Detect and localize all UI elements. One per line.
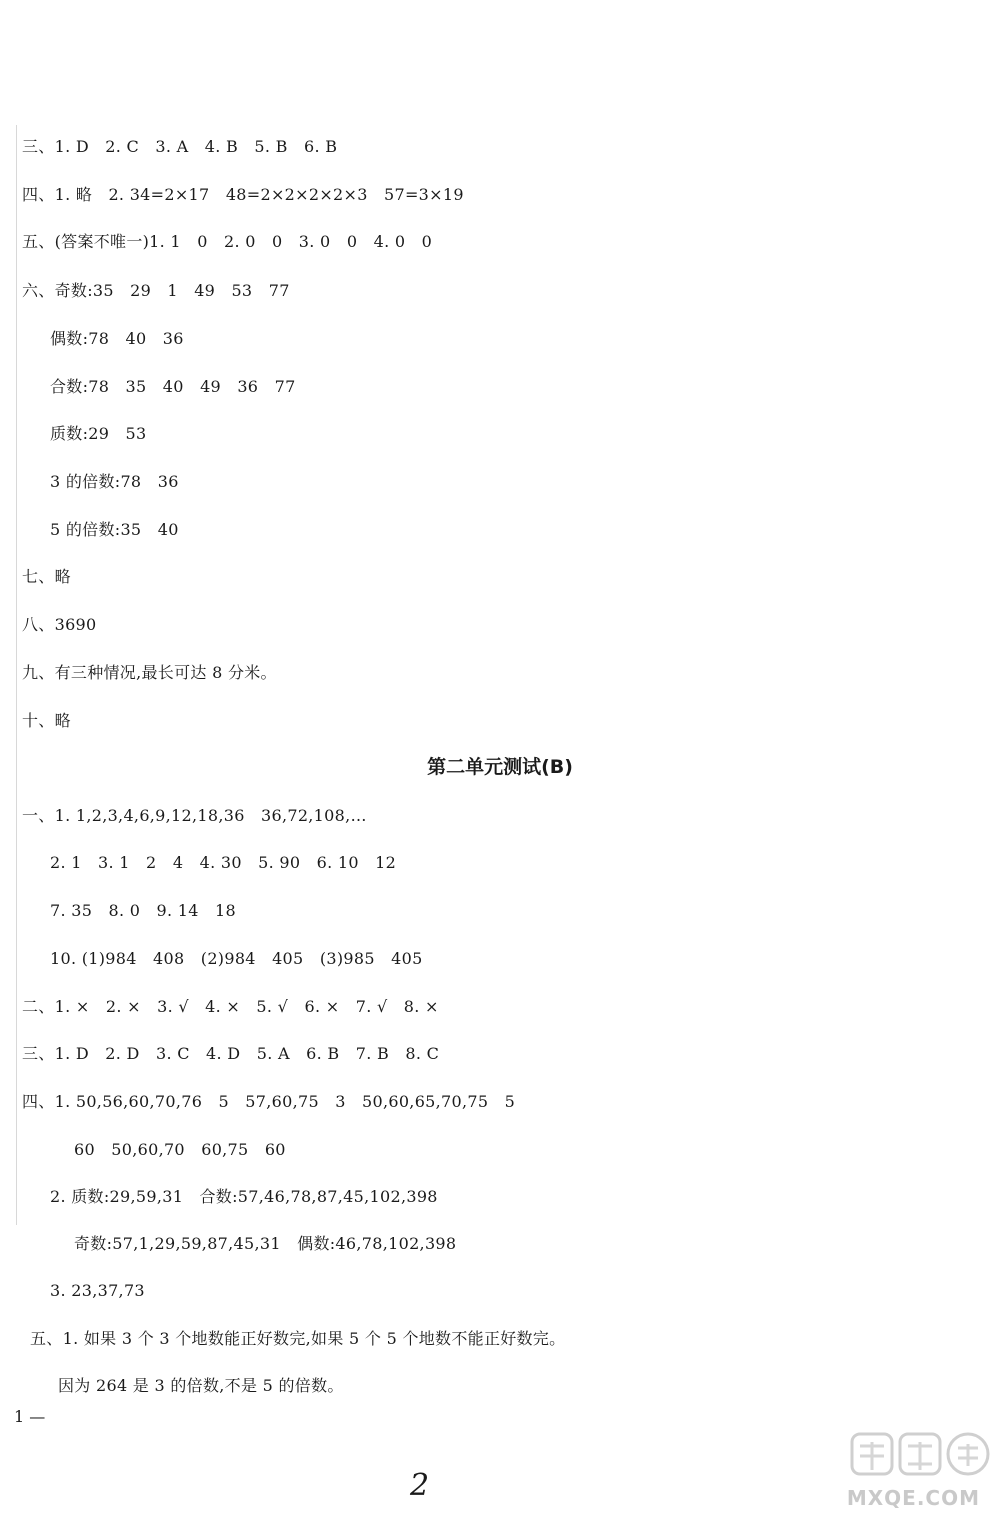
b-answer-1: 一、1. 1,2,3,4,6,9,12,18,36 36,72,108,… bbox=[22, 806, 367, 825]
answer-even: 偶数:78 40 36 bbox=[50, 329, 184, 348]
watermark-url: MXQE.COM bbox=[846, 1486, 980, 1510]
answer-line-8: 八、3690 bbox=[22, 615, 97, 634]
answer-prime: 质数:29 53 bbox=[50, 424, 147, 443]
answer-line-6: 六、奇数:35 29 1 49 53 77 bbox=[22, 281, 290, 300]
watermark-logo bbox=[850, 1430, 990, 1480]
margin-rule bbox=[16, 125, 17, 1225]
b-answer-5: 五、1. 如果 3 个 3 个地数能正好数完,如果 5 个 5 个地数不能正好数完。 bbox=[30, 1329, 566, 1348]
b-answer-2: 二、1. × 2. × 3. √ 4. × 5. √ 6. × 7. √ 8. × bbox=[22, 997, 439, 1016]
answer-multiple-3: 3 的倍数:78 36 bbox=[50, 472, 179, 491]
answer-line-10: 十、略 bbox=[22, 711, 71, 730]
handwritten-page-number: 2 bbox=[410, 1468, 430, 1503]
page-footer: 1 — bbox=[14, 1407, 46, 1426]
answer-composite: 合数:78 35 40 49 36 77 bbox=[50, 377, 296, 396]
b-answer-5-cont: 因为 264 是 3 的倍数,不是 5 的倍数。 bbox=[58, 1376, 344, 1395]
answer-line-7: 七、略 bbox=[22, 567, 71, 586]
answer-line-5: 五、(答案不唯一)1. 1 0 2. 0 0 3. 0 0 4. 0 0 bbox=[22, 232, 433, 251]
b-answer-1-10: 10. (1)984 408 (2)984 405 (3)985 405 bbox=[50, 949, 423, 968]
section-title: 第二单元测试(B) bbox=[427, 756, 573, 778]
b-answer-4-2-cont: 奇数:57,1,29,59,87,45,31 偶数:46,78,102,398 bbox=[74, 1234, 457, 1253]
b-answer-4-2: 2. 质数:29,59,31 合数:57,46,78,87,45,102,398 bbox=[50, 1187, 438, 1206]
b-answer-4-3: 3. 23,37,73 bbox=[50, 1281, 145, 1300]
answer-line-9: 九、有三种情况,最长可达 8 分米。 bbox=[22, 663, 277, 682]
b-answer-4: 四、1. 50,56,60,70,76 5 57,60,75 3 50,60,65,70,75 5 bbox=[22, 1092, 516, 1111]
b-answer-1-7: 7. 35 8. 0 9. 14 18 bbox=[50, 901, 237, 920]
answer-multiple-5: 5 的倍数:35 40 bbox=[50, 520, 179, 539]
answer-line-3: 三、1. D 2. C 3. A 4. B 5. B 6. B bbox=[22, 137, 338, 156]
answer-line-4: 四、1. 略 2. 34=2×17 48=2×2×2×2×3 57=3×19 bbox=[22, 185, 464, 204]
b-answer-3: 三、1. D 2. D 3. C 4. D 5. A 6. B 7. B 8. C bbox=[22, 1044, 440, 1063]
b-answer-4-cont: 60 50,60,70 60,75 60 bbox=[74, 1140, 286, 1159]
b-answer-1-2: 2. 1 3. 1 2 4 4. 30 5. 90 6. 10 12 bbox=[50, 853, 397, 872]
